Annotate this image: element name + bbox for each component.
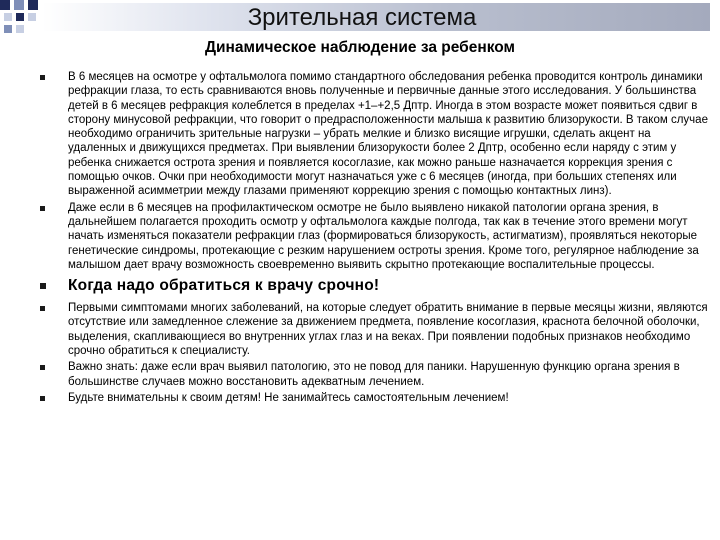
list-item bbox=[40, 201, 708, 272]
list-item-text: В 6 месяцев на осмотре у офтальмолога помимо стандартного обследования ребенка проводится контроль динамики рефракции глаза, то есть сравниваются вновь полученные и первичные данные этого исследования. У большинства детей в 6 месяцев рефракция колеблется в пределах +1–+2,5 Дптр. Иногда в этом возрасте может появиться сдвиг в сторону минусовой рефракции, что говорит о предрасположенности малыша к развитию близорукости. В таком случае необходимо ограничить зрительные нагрузки – убрать мелкие и близко висящие игрушки, сделать акцент на удаленных и движущихся предметах. При выявлении близорукости более 2 Дптр, особенно если наряду с этим у ребенка снижается острота зрения и появляется косоглазие, как можно раньше назначается коррекция зрения с помощью очков. Очки при необходимости могут назначаться уже с 6 месяцев (иногда, при больших степенях или выраженной асимметрии между глазами применяют коррекцию зрения с помощью контактных линз). bbox=[68, 71, 708, 198]
decor-square bbox=[16, 25, 24, 33]
slide-subtitle: Динамическое наблюдение за ребенком bbox=[204, 39, 515, 56]
bullet-icon bbox=[40, 306, 45, 311]
bullet-icon bbox=[40, 365, 45, 370]
bullet-icon bbox=[40, 206, 45, 211]
section-heading bbox=[40, 276, 708, 296]
bullet-icon bbox=[40, 396, 45, 401]
decor-square bbox=[0, 0, 10, 10]
decor-square bbox=[4, 13, 12, 21]
decor-square bbox=[14, 0, 24, 10]
list-item bbox=[40, 301, 708, 358]
list-item-text: Первыми симптомами многих заболеваний, на которые следует обратить внимание в первые месяцы жизни, являются отсутствие или замедленное слежение за движением предмета, появление косоглазия, краснота белочной оболочки, выделения, скапливающиеся во внутренних углах глаз и на веках. При появлении подобных признаков необходимо срочно обратиться к специалисту. bbox=[68, 302, 708, 358]
decor-square bbox=[28, 0, 38, 10]
bullet-list bbox=[40, 70, 708, 407]
decor-square bbox=[28, 13, 36, 21]
page-title: Зрительная система bbox=[247, 4, 477, 31]
list-item-text: Будьте внимательны к своим детям! Не занимайтесь самостоятельным лечением! bbox=[68, 391, 509, 404]
bullet-icon bbox=[40, 75, 45, 80]
bullet-icon bbox=[40, 283, 46, 289]
list-item bbox=[40, 360, 708, 389]
decor-square bbox=[4, 25, 12, 33]
section-heading-text: Когда надо обратиться к врачу срочно! bbox=[68, 277, 380, 295]
list-item bbox=[40, 391, 708, 405]
decor-square bbox=[16, 13, 24, 21]
list-item-text: Даже если в 6 месяцев на профилактическом осмотре не было выявлено никакой патологии органа зрения, в дальнейшем полагается проходить осмотр у офтальмолога каждые полгода, так как в течение этого времени могут начать изменяться показатели рефракции глаз (формироваться близорукость, астигматизм), проявляться некоторые генетические синдромы, протекающие с резким нарушением остроты зрения. Кроме того, регулярное наблюдение за малышом дает врачу возможность своевременно выявить скрытно протекающие воспалительные процессы. bbox=[68, 201, 699, 271]
list-item bbox=[40, 70, 708, 199]
list-item-text: Важно знать: даже если врач выявил патологию, это не повод для паники. Нарушенную функцию органа зрения в большинстве случаев можно восстановить адекватным лечением. bbox=[68, 361, 680, 388]
